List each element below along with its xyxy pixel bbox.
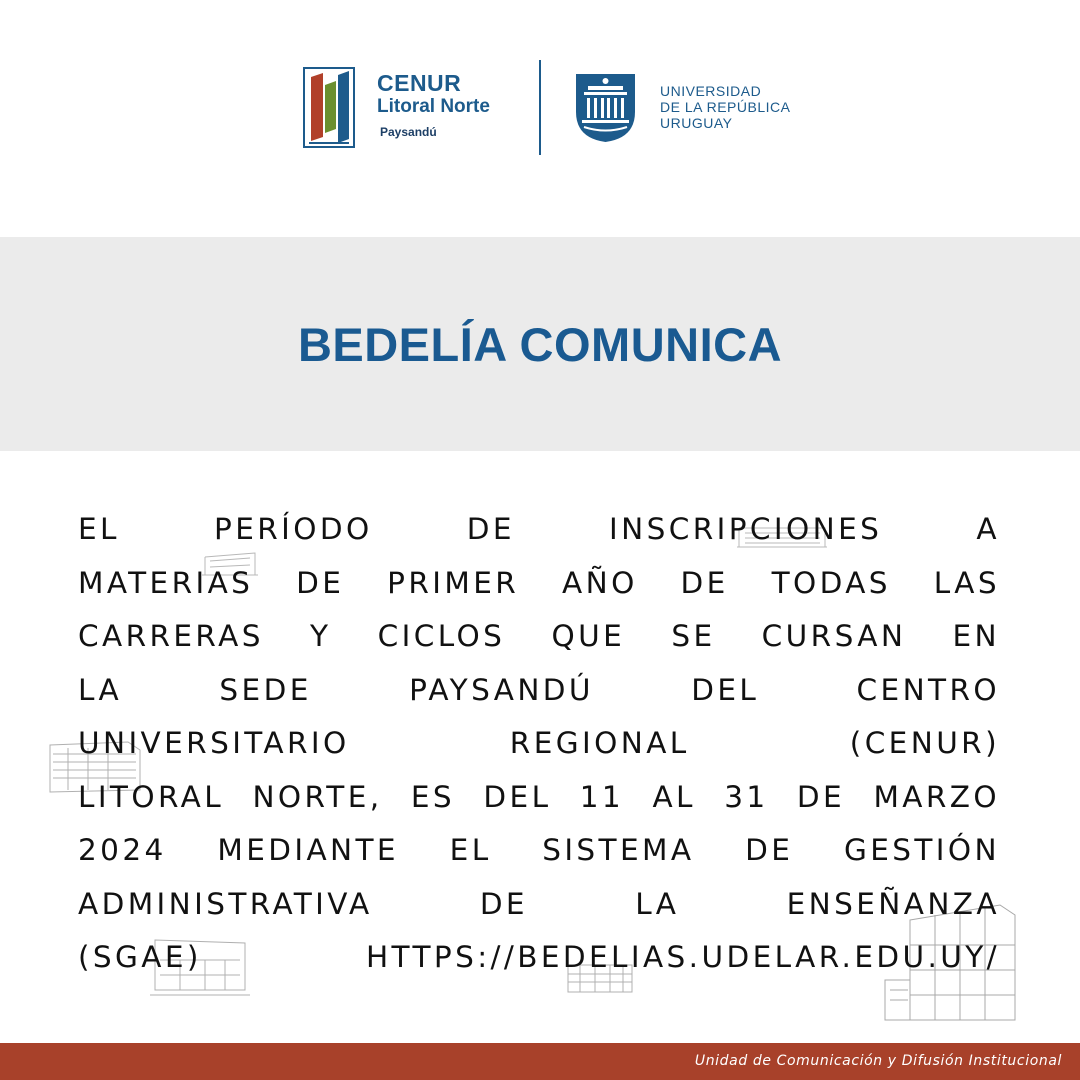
announcement-body bbox=[78, 503, 1000, 985]
udelar-line-1: UNIVERSIDAD bbox=[660, 83, 762, 99]
page-title: BEDELÍA COMUNICA bbox=[297, 318, 783, 371]
footer-text: Unidad de Comunicación y Difusión Institucional bbox=[694, 1053, 1062, 1069]
udelar-line-3: URUGUAY bbox=[660, 115, 733, 131]
udelar-wordmark bbox=[660, 83, 790, 131]
cenur-city: Paysandú bbox=[380, 125, 437, 139]
udelar-seal-icon bbox=[574, 72, 637, 143]
udelar-line-2: DE LA REPÚBLICA bbox=[660, 99, 791, 115]
body-line: ADMINISTRATIVA DE LA ENSEÑANZA bbox=[78, 886, 1000, 921]
title-band bbox=[0, 237, 1080, 451]
body-line: CARRERAS Y CICLOS QUE SE CURSAN EN bbox=[78, 619, 1000, 653]
body-line: LITORAL NORTE, ES DEL 11 AL 31 DE MARZO bbox=[78, 779, 1000, 814]
footer-bar bbox=[0, 1043, 1080, 1080]
cenur-logo-icon bbox=[303, 67, 355, 148]
header-divider bbox=[539, 60, 541, 155]
body-line: EL PERÍODO DE INSCRIPCIONES A bbox=[78, 512, 1000, 546]
body-line: UNIVERSITARIO REGIONAL (CENUR) bbox=[78, 726, 1000, 760]
header bbox=[0, 0, 1080, 237]
body-line: 2024 MEDIANTE EL SISTEMA DE GESTIÓN bbox=[78, 833, 1000, 867]
cenur-wordmark bbox=[377, 70, 490, 140]
body-line: (SGAE) HTTPS://BEDELIAS.UDELAR.EDU.UY/ bbox=[78, 940, 1000, 974]
cenur-title: CENUR bbox=[377, 70, 462, 96]
body-line: LA SEDE PAYSANDÚ DEL CENTRO bbox=[78, 672, 1000, 707]
cenur-subtitle: Litoral Norte bbox=[377, 96, 490, 117]
body-line: MATERIAS DE PRIMER AÑO DE TODAS LAS bbox=[78, 565, 1000, 600]
